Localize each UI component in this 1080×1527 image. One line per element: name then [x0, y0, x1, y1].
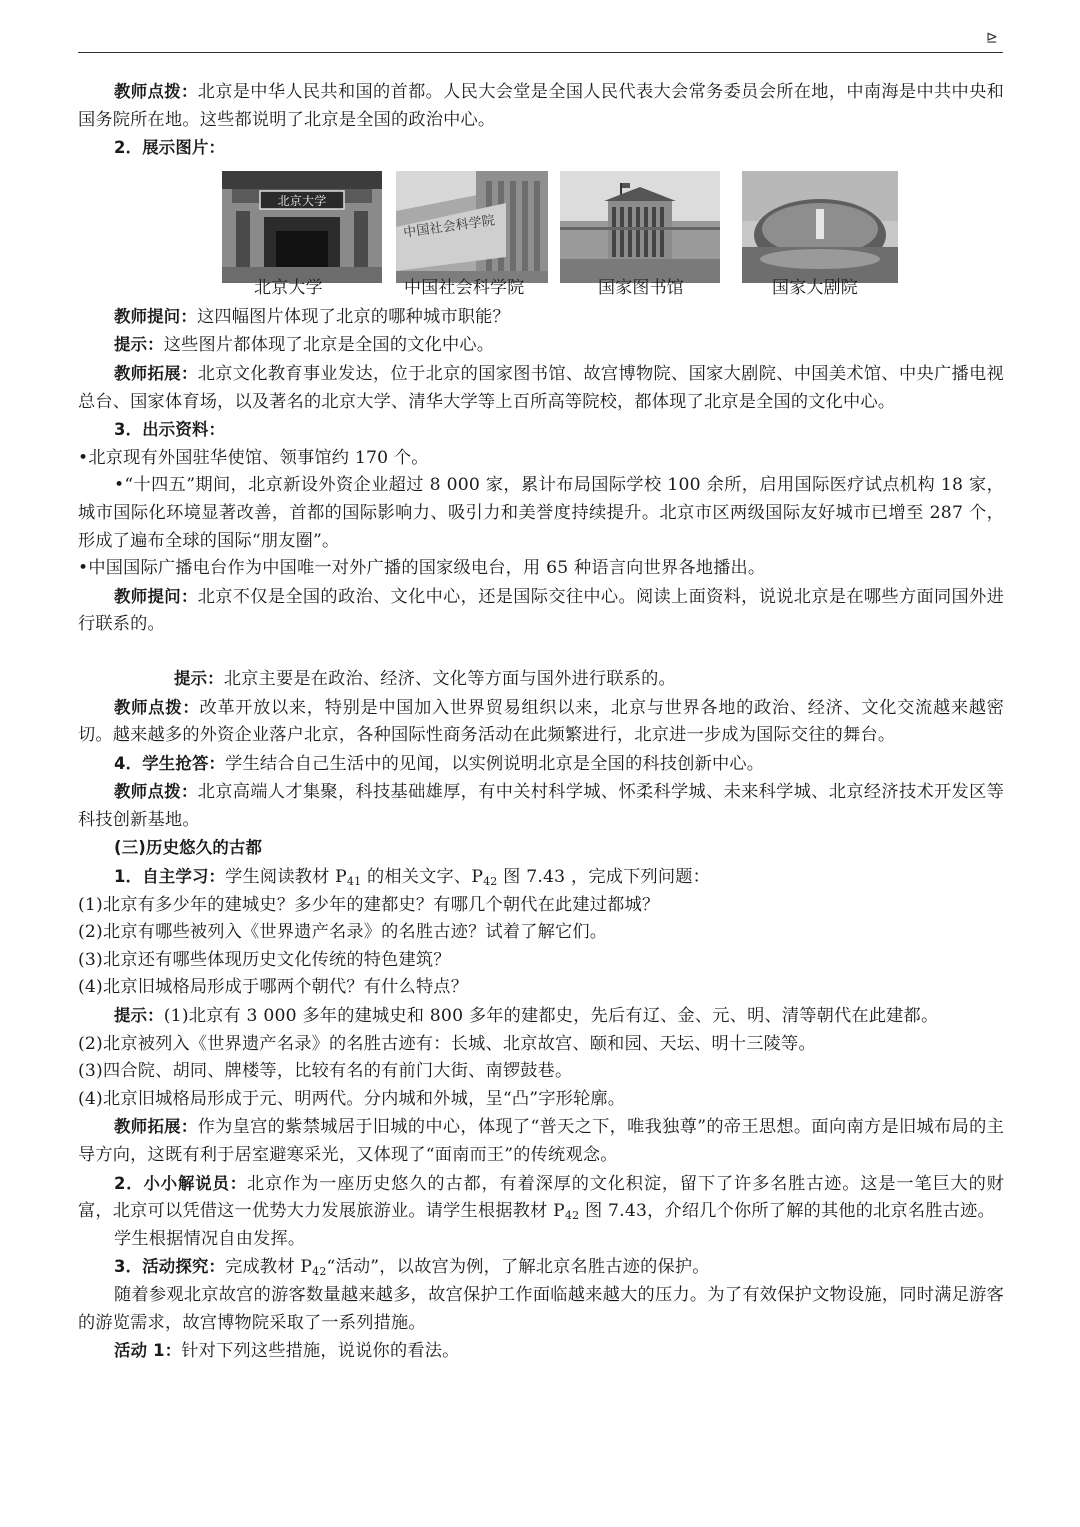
paragraph — [78, 665, 1004, 694]
section-heading — [78, 134, 1004, 163]
label-activity-explore: 3．活动探究： — [114, 1257, 226, 1277]
paragraph — [78, 778, 1004, 834]
bullet-item: •北京现有外国驻华使馆、领事馆约 170 个。 — [78, 447, 429, 468]
question-item: (2)北京有哪些被列入《世界遗产名录》的名胜古迹？试着了解它们。 — [78, 922, 608, 943]
paragraph — [78, 1337, 1004, 1366]
paragraph-text: 北京是中华人民共和国的首都。人民大会堂是全国人民代表大会常务委员会所在地，中南海是中共中央和国务院所在地。这些都说明了北京是全国的政治中心。 — [78, 82, 1004, 130]
heading-show-materials: 3．出示资料： — [114, 420, 226, 440]
label-teacher-question: 教师提问： — [114, 306, 197, 326]
answer-item: (3)四合院、胡同、牌楼等，比较有名的有前门大街、南锣鼓巷。 — [78, 1061, 573, 1082]
paragraph — [78, 1170, 1004, 1226]
heading-ancient-capital: (三)历史悠久的古都 — [114, 838, 263, 858]
photo-caption: 北京大学 — [254, 277, 323, 298]
paragraph-text: 这四幅图片体现了北京的哪种城市职能？ — [196, 306, 510, 327]
paragraph — [78, 78, 1004, 134]
question-item: (3)北京还有哪些体现历史文化传统的特色建筑？ — [78, 949, 451, 970]
label-teacher-guide: 教师点拨： — [114, 697, 200, 717]
label-self-study: 1．自主学习： — [114, 867, 226, 887]
paragraph-text: 作为皇宫的紫禁城居于旧城的中心，体现了“普天之下，唯我独尊”的帝王思想。面向南方是旧城布局的主导方向，这既有利于居室避寒采光，又体现了“面南而王”的传统观念。 — [78, 1117, 1004, 1165]
paragraph — [78, 331, 1004, 360]
photo-caption: 中国社会科学院 — [404, 277, 525, 298]
paragraph — [78, 1253, 1004, 1282]
page-subscript: 42 — [312, 1265, 327, 1279]
paragraph-text: 学生阅读教材 P — [225, 867, 347, 888]
photo-national-theater — [742, 171, 898, 283]
photo-strip — [78, 171, 1004, 303]
label-teacher-guide: 教师点拨： — [114, 782, 198, 802]
paragraph — [78, 583, 1004, 639]
paragraph-text: 北京不仅是全国的政治、文化中心，还是国际交往中心。阅读上面资料，说说北京是在哪些方面同国外进行联系的。 — [78, 586, 1004, 635]
answer-item: (4)北京旧城格局形成于元、明两代。分内城和外城，呈“凸”字形轮廓。 — [78, 1088, 626, 1109]
heading-show-pictures: 2．展示图片： — [114, 138, 226, 158]
photo-national-library — [560, 171, 720, 283]
label-teacher-guide: 教师点拨： — [114, 82, 198, 101]
photo-sign-peking: 北京大学 — [277, 193, 327, 208]
photo-cass — [396, 171, 548, 283]
question-item: (1)北京有多少年的建城史？多少年的建都史？有哪几个朝代在此建过都城？ — [78, 894, 660, 915]
paragraph-text: “活动”，以故宫为例，了解北京名胜古迹的保护。 — [326, 1257, 710, 1278]
bullet-item: •中国国际广播电台作为中国唯一对外广播的国家级电台，用 65 种语言向世界各地播出。 — [78, 558, 766, 579]
label-activity-1: 活动 1： — [114, 1341, 182, 1361]
label-teacher-question: 教师提问： — [114, 586, 198, 606]
header-mark: ⊵ — [986, 30, 998, 46]
section-heading — [78, 834, 1004, 863]
photo-peking-university — [222, 171, 382, 283]
document-body — [78, 78, 1004, 1366]
paragraph: 学生根据情况自由发挥。 — [114, 1228, 306, 1249]
label-hint: 提示： — [114, 335, 164, 355]
answer-text: (1)北京有 3 000 多年的建城史和 800 多年的建都史，先后有辽、金、元、明、清等朝代在此建都。 — [163, 1006, 939, 1027]
paragraph — [78, 1002, 1004, 1031]
header-rule — [78, 52, 1003, 53]
paragraph-text: 图 7.43 ，完成下列问题： — [497, 867, 711, 888]
page-subscript: 42 — [564, 1209, 580, 1223]
paragraph-text: 北京主要是在政治、经济、文化等方面与国外进行联系的。 — [223, 668, 676, 689]
paragraph — [78, 863, 1004, 892]
label-student-answer: 4．学生抢答： — [114, 753, 226, 773]
bullet-item: •“十四五”期间，北京新设外资企业超过 8 000 家，累计布局国际学校 100 余所，启用国际医疗试点机构 18 家，城市国际化环境显著改善，首都的国际影响力、吸引力和美誉度持续提升。北京市区两级国际友好城市已增至 287 个，形成了遍布全球的国际“朋友圈”。 — [78, 475, 1004, 551]
label-teacher-extension: 教师拓展： — [114, 1117, 198, 1137]
question-item: (4)北京旧城格局形成于哪两个朝代？有什么特点？ — [78, 977, 469, 998]
paragraph-text: 的相关文字、P — [361, 867, 484, 888]
spacer — [78, 639, 1004, 665]
paragraph — [78, 1113, 1004, 1169]
paragraph-text: 北京作为一座历史悠久的古都，有着深厚的文化积淀，留下了许多名胜古迹。这是一笔巨大的财富，北京可以凭借这一优势大力发展旅游业。请学生根据教材 P — [78, 1173, 1004, 1222]
paragraph: 随着参观北京故宫的游客数量越来越多，故宫保护工作面临越来越大的压力。为了有效保护文物设施，同时满足游客的游览需求，故宫博物院采取了一系列措施。 — [78, 1284, 1004, 1333]
paragraph-text: 完成教材 P — [225, 1257, 313, 1278]
paragraph-text: 图 7.43，介绍几个你所了解的其他的北京名胜古迹。 — [579, 1201, 995, 1222]
paragraph-text: 北京高端人才集聚，科技基础雄厚，有中关村科学城、怀柔科学城、未来科学城、北京经济技术开发区等科技创新基地。 — [78, 782, 1004, 830]
label-hint: 提示： — [174, 668, 224, 688]
label-teacher-extension: 教师拓展： — [114, 363, 198, 383]
paragraph — [78, 694, 1004, 750]
paragraph — [78, 750, 1004, 779]
photo-caption: 国家图书馆 — [598, 277, 684, 298]
paragraph-text: 学生结合自己生活中的见闻，以实例说明北京是全国的科技创新中心。 — [225, 753, 765, 774]
photo-sign-cass: 中国社会科学院 — [402, 213, 497, 241]
section-heading — [78, 416, 1004, 445]
paragraph-text: 针对下列这些措施，说说你的看法。 — [181, 1341, 460, 1362]
label-little-guide: 2．小小解说员： — [114, 1173, 247, 1193]
photo-caption: 国家大剧院 — [772, 277, 858, 298]
label-hint: 提示： — [114, 1006, 164, 1026]
paragraph — [78, 303, 1004, 332]
paragraph — [78, 360, 1004, 416]
answer-item: (2)北京被列入《世界遗产名录》的名胜古迹有：长城、北京故宫、颐和园、天坛、明十三陵等。 — [78, 1033, 816, 1054]
page-subscript: 41 — [346, 875, 362, 889]
paragraph-text: 这些图片都体现了北京是全国的文化中心。 — [163, 335, 495, 356]
page-subscript: 42 — [483, 875, 498, 889]
paragraph-text: 北京文化教育事业发达，位于北京的国家图书馆、故宫博物院、国家大剧院、中国美术馆、中央广播电视总台、国家体育场，以及著名的北京大学、清华大学等上百所高等院校，都体现了北京是全国的文化中心。 — [78, 363, 1004, 412]
paragraph-text: 改革开放以来，特别是中国加入世界贸易组织以来，北京与世界各地的政治、经济、文化交流越来越密切。越来越多的外资企业落户北京，各种国际性商务活动在此频繁进行，北京进一步成为国际交往的舞台。 — [78, 697, 1004, 746]
